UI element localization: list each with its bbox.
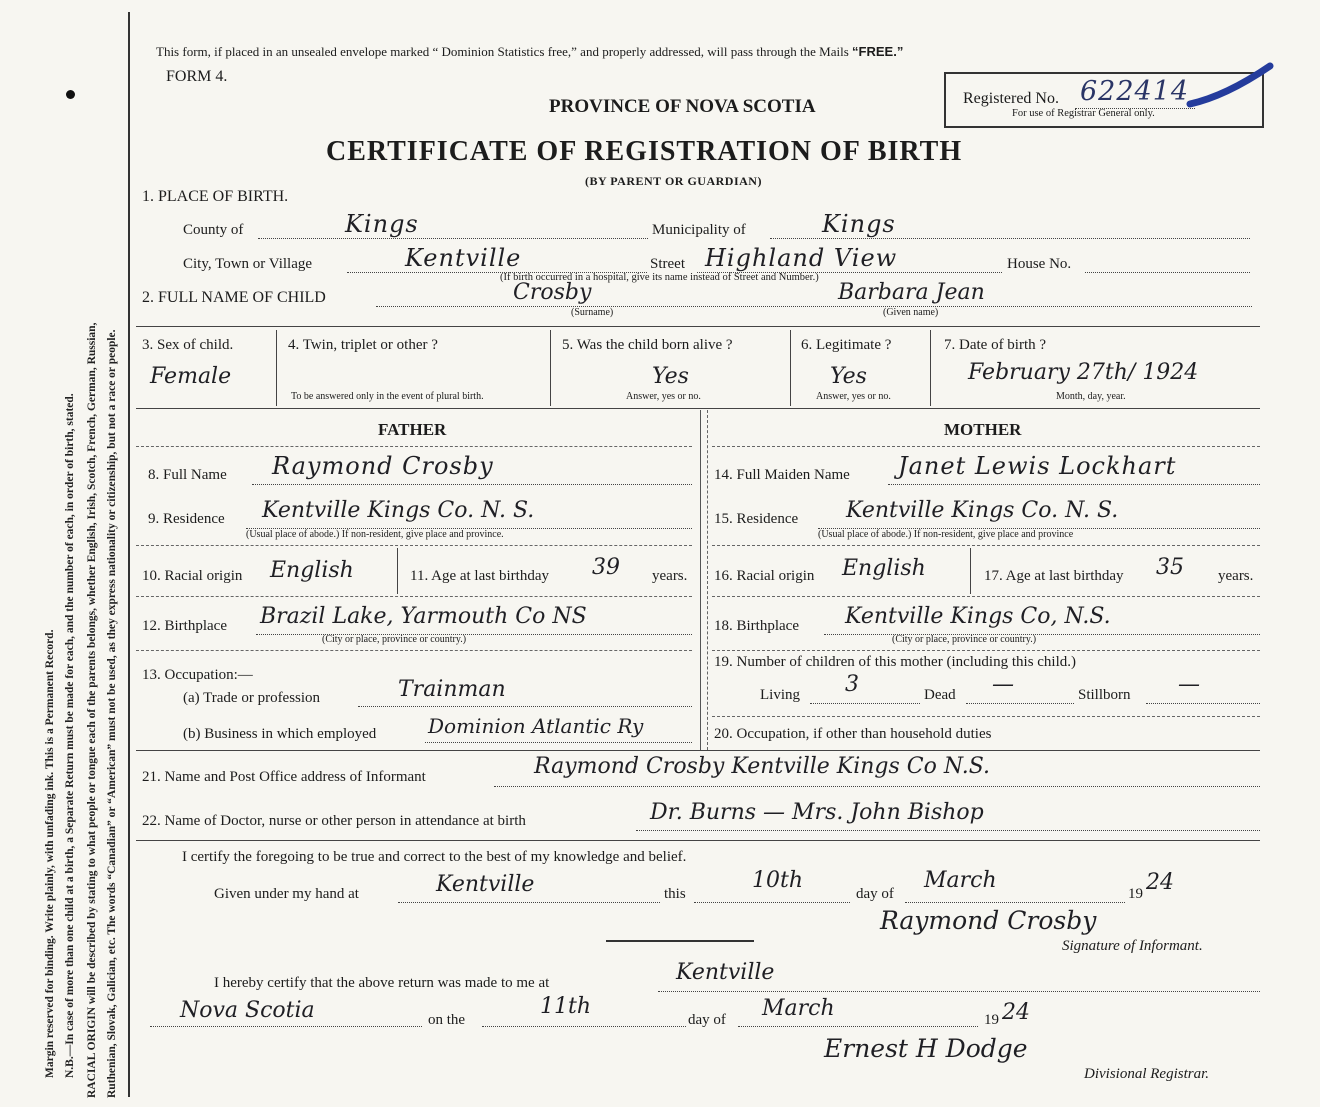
registrar-day-line <box>482 1026 686 1027</box>
separator-rule <box>606 940 754 942</box>
divider-alive-legit <box>790 330 791 406</box>
registrar-year-value: 24 <box>1002 1000 1030 1025</box>
street-value: Highland View <box>705 244 898 272</box>
house-line <box>1085 272 1250 273</box>
municipality-line <box>770 238 1250 239</box>
margin-border <box>128 12 130 1097</box>
registrar-place-value: Kentville <box>676 960 775 985</box>
child-surname: Crosby <box>513 280 592 305</box>
mother-row-rule-3 <box>712 650 1260 651</box>
parents-column-divider <box>700 410 701 750</box>
father-birthplace-value: Brazil Lake, Yarmouth Co NS <box>260 604 587 629</box>
mail-notice <box>156 44 903 60</box>
page-subtitle: (BY PARENT OR GUARDIAN) <box>585 174 762 188</box>
county-line <box>258 238 648 239</box>
father-business-line <box>425 742 692 743</box>
father-race-divider <box>397 548 398 594</box>
mother-birthplace-value: Kentville Kings Co, N.S. <box>845 604 1111 629</box>
given-label: Given under my hand at <box>214 886 359 902</box>
mother-living-value: 3 <box>845 672 859 697</box>
given-place-line <box>398 902 660 903</box>
mother-children-label: 19. Number of children of this mother (including this child.) <box>714 654 1077 670</box>
father-name-label: 8. Full Name <box>148 467 227 483</box>
mother-dead-value: — <box>992 672 1014 697</box>
alive-note: Answer, yes or no. <box>626 391 701 402</box>
registrar-signature: Ernest H Dodge <box>824 1034 1028 1063</box>
mother-name-line <box>888 484 1260 485</box>
parents-column-divider-2 <box>707 410 708 750</box>
father-trade-line <box>358 706 692 707</box>
alive-value: Yes <box>652 364 689 389</box>
father-row-rule-1 <box>136 545 692 546</box>
child-given-name: Barbara Jean <box>838 280 985 305</box>
divider-sex-twin <box>276 330 277 406</box>
this-label: this <box>664 886 686 902</box>
margin-note-racial-origin-cont: Ruthenian, Slovak, Galician, etc. The words “Canadian” or “American” must not be used, as they express nationality or citizenship, but not a race or people. <box>106 329 118 1098</box>
mail-notice-text: This form, if placed in an unsealed envelope marked “ Dominion Statistics free,” and properly addressed, will pass through the Mails <box>156 44 849 59</box>
day-of-label: day of <box>856 886 894 902</box>
mother-name-value: Janet Lewis Lockhart <box>898 452 1177 480</box>
surname-caption: (Surname) <box>571 307 614 318</box>
mother-living-label: Living <box>760 687 800 703</box>
child-name-line <box>376 306 1252 307</box>
father-heading: FATHER <box>378 420 447 439</box>
legitimate-value: Yes <box>830 364 867 389</box>
house-label: House No. <box>1007 256 1072 272</box>
father-birthplace-note: (City or place, province or country.) <box>322 634 467 645</box>
registrar-day-of-label: day of <box>688 1012 726 1028</box>
signature-label: Signature of Informant. <box>1062 938 1203 954</box>
on-the-label: on the <box>428 1012 466 1028</box>
mother-residence-note: (Usual place of abode.) If non-resident, give place and province <box>818 529 1074 540</box>
father-age-label: 11. Age at last birthday <box>410 568 549 584</box>
mother-age-label: 17. Age at last birthday <box>984 568 1124 584</box>
father-name-line <box>252 484 692 485</box>
mother-race-divider <box>970 548 971 594</box>
mother-heading: MOTHER <box>944 420 1022 439</box>
mother-residence-label: 15. Residence <box>714 511 799 527</box>
city-value: Kentville <box>405 244 522 272</box>
doctor-value: Dr. Burns — Mrs. John Bishop <box>650 800 984 825</box>
form-number: FORM 4. <box>166 68 228 85</box>
registrar-province-line <box>150 1026 422 1027</box>
mother-stillborn-line <box>1146 703 1260 704</box>
blue-check-mark <box>1186 62 1276 122</box>
father-trade-value: Trainman <box>398 677 506 702</box>
municipality-value: Kings <box>822 210 896 238</box>
alive-label: 5. Was the child born alive ? <box>562 337 733 353</box>
year-value: 24 <box>1146 870 1174 895</box>
certify-statement: I certify the foregoing to be true and correct to the best of my knowledge and belief. <box>182 849 687 865</box>
registrar-signature-label: Divisional Registrar. <box>1084 1066 1210 1082</box>
registrar-month-value: March <box>762 996 835 1021</box>
mother-dead-label: Dead <box>924 687 956 703</box>
county-value: Kings <box>345 210 419 238</box>
city-label: City, Town or Village <box>183 256 313 272</box>
day-value: 10th <box>752 868 804 893</box>
dob-label: 7. Date of birth ? <box>944 337 1047 353</box>
given-name-caption: (Given name) <box>883 307 939 318</box>
father-name-value: Raymond Crosby <box>272 452 494 480</box>
father-race-value: English <box>270 558 354 583</box>
row-divider-certification <box>136 840 1260 841</box>
sex-value: Female <box>150 364 232 389</box>
divider-legit-dob <box>930 330 931 406</box>
doctor-label: 22. Name of Doctor, nurse or other person in attendance at birth <box>142 813 526 829</box>
month-value: March <box>924 868 997 893</box>
mother-dead-line <box>966 703 1074 704</box>
year-prefix: 19 <box>1128 886 1143 902</box>
day-line <box>694 902 850 903</box>
mother-birthplace-line <box>824 634 1260 635</box>
informant-label: 21. Name and Post Office address of Informant <box>142 769 426 785</box>
legitimate-note: Answer, yes or no. <box>816 391 891 402</box>
row-divider-top <box>136 326 1260 327</box>
father-residence-label: 9. Residence <box>148 511 225 527</box>
margin-note-multiple-births: N.B.—In case of more than one child at a birth, a Separate Return must be made for each, and the number of each, in order of birth, stated. <box>64 393 76 1078</box>
mother-heading-rule <box>712 446 1260 447</box>
father-business-label: (b) Business in which employed <box>183 726 377 742</box>
doctor-line <box>636 830 1260 831</box>
registrar-place-line <box>658 991 1260 992</box>
given-place-value: Kentville <box>436 872 535 897</box>
informant-value: Raymond Crosby Kentville Kings Co N.S. <box>534 754 990 779</box>
province-heading: PROVINCE OF NOVA SCOTIA <box>549 96 816 117</box>
father-heading-rule <box>136 446 692 447</box>
twin-note: To be answered only in the event of plural birth. <box>291 391 484 402</box>
mother-stillborn-value: — <box>1178 672 1200 697</box>
bullet-mark <box>66 90 75 99</box>
father-age-value: 39 <box>592 555 620 580</box>
mother-row-rule-1 <box>712 545 1260 546</box>
father-row-rule-3 <box>136 650 692 651</box>
row-divider-informant <box>136 750 1260 751</box>
father-birthplace-label: 12. Birthplace <box>142 618 227 634</box>
mother-race-value: English <box>842 556 926 581</box>
municipality-label: Municipality of <box>652 222 746 238</box>
page-title: CERTIFICATE OF REGISTRATION OF BIRTH <box>326 136 963 167</box>
father-occupation-label: 13. Occupation:— <box>142 667 253 683</box>
dob-value: February 27th/ 1924 <box>968 360 1199 385</box>
place-of-birth-heading: 1. PLACE OF BIRTH. <box>142 188 289 205</box>
month-line <box>905 902 1125 903</box>
dob-note: Month, day, year. <box>1056 391 1126 402</box>
mother-birthplace-label: 18. Birthplace <box>714 618 799 634</box>
informant-line <box>494 786 1260 787</box>
mother-stillborn-label: Stillborn <box>1078 687 1131 703</box>
registrar-statement: I hereby certify that the above return was made to me at <box>214 975 550 991</box>
registered-number: 622414 <box>1080 76 1190 107</box>
mother-race-label: 16. Racial origin <box>714 568 815 584</box>
mother-age-unit: years. <box>1218 568 1254 584</box>
father-row-rule-2 <box>136 596 692 597</box>
mother-name-label: 14. Full Maiden Name <box>714 467 850 483</box>
mother-residence-value: Kentville Kings Co. N. S. <box>846 498 1119 523</box>
registrar-month-line <box>738 1026 978 1027</box>
twin-label: 4. Twin, triplet or other ? <box>288 337 438 353</box>
father-age-unit: years. <box>652 568 688 584</box>
registered-label: Registered No. <box>963 90 1059 107</box>
hospital-note: (If birth occurred in a hospital, give its name instead of Street and Number.) <box>500 272 819 283</box>
registrar-note: For use of Registrar General only. <box>1012 108 1155 119</box>
mother-occupation-label: 20. Occupation, if other than household duties <box>714 726 992 742</box>
margin-note-racial-origin: RACIAL ORIGIN will be described by stating to what people or tongue each of the parents belongs, whether English, Irish, Scotch, French, German, Russian, <box>86 322 98 1098</box>
margin-note-binding: Margin reserved for binding. Write plainly, with unfading ink. This is a Permanent Record. <box>44 629 56 1078</box>
street-label: Street <box>650 256 685 272</box>
registrar-year-prefix: 19 <box>984 1012 999 1028</box>
mail-notice-free: “FREE.” <box>852 44 904 59</box>
registrar-province-value: Nova Scotia <box>180 998 315 1023</box>
father-trade-label: (a) Trade or profession <box>183 690 321 706</box>
mother-age-value: 35 <box>1156 555 1184 580</box>
row-divider-parents <box>136 408 1260 409</box>
informant-signature: Raymond Crosby <box>880 906 1097 935</box>
sex-label: 3. Sex of child. <box>142 337 234 353</box>
mother-birthplace-note: (City or place, province or country.) <box>892 634 1037 645</box>
child-name-label: 2. FULL NAME OF CHILD <box>142 289 326 306</box>
legitimate-label: 6. Legitimate ? <box>801 337 892 353</box>
father-race-label: 10. Racial origin <box>142 568 243 584</box>
mother-row-rule-2 <box>712 596 1260 597</box>
mother-living-line <box>810 703 920 704</box>
father-business-value: Dominion Atlantic Ry <box>428 714 644 738</box>
mother-row-rule-4 <box>712 716 1260 717</box>
county-label: County of <box>183 222 244 238</box>
divider-twin-alive <box>550 330 551 406</box>
father-residence-note: (Usual place of abode.) If non-resident, give place and province. <box>246 529 504 540</box>
registrar-day-value: 11th <box>540 994 592 1019</box>
father-residence-value: Kentville Kings Co. N. S. <box>262 498 535 523</box>
